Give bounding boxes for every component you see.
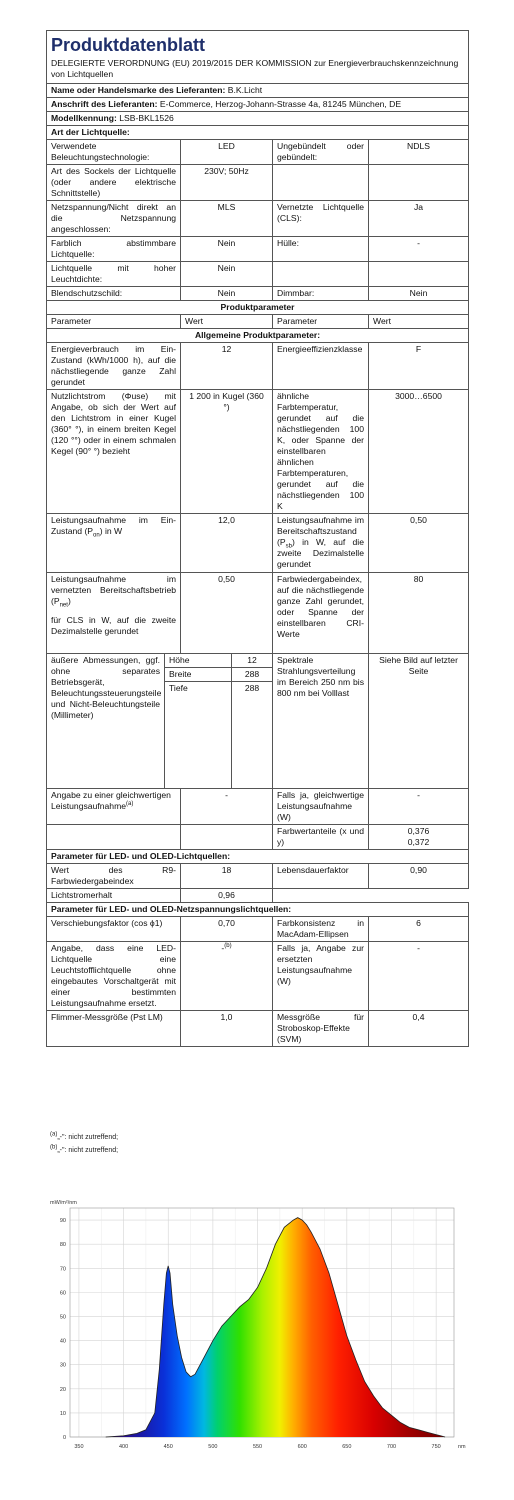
x-tick-label: 650 [342, 1444, 352, 1450]
page-title: Produktdatenblatt [51, 35, 206, 55]
footnotes [50, 1131, 118, 1157]
chart-x-ticks [74, 1444, 440, 1450]
empty-cell [47, 825, 181, 850]
chart-y-axis-label: mW/m²/nm [50, 1200, 77, 1206]
header-cell [47, 31, 469, 84]
y-tick-label: 80 [59, 1242, 66, 1249]
on-mode-energy-value: 12 [181, 343, 273, 390]
colour-consistency-value: 6 [369, 917, 469, 942]
dimensions-table [165, 654, 272, 788]
regulation-text: DELEGIERTE VERORDNUNG (EU) 2019/2015 DER KOMMISSION zur Energieverbrauchskennzeichnung von Lichtquellen [51, 58, 459, 79]
footnote-b [50, 1144, 118, 1157]
chromaticity-label: Farbwertanteile (x und y) [273, 825, 369, 850]
lightsource-label: Farblich abstimmbare Lichtquelle: [47, 237, 181, 262]
lightsource-label: Dimmbar: [273, 287, 369, 301]
lightsource-heading: Art der Lichtquelle: [47, 126, 469, 140]
spectrum-area [106, 1218, 445, 1437]
on-power-value: 12,0 [181, 514, 273, 573]
col-header-value: Wert [181, 315, 273, 329]
mains-params-heading: Parameter für LED- und OLED-Netzspannungslichtquellen: [47, 903, 469, 917]
empty-cell [273, 262, 369, 287]
lightsource-label: Verwendete Beleuchtungstechnologie: [47, 140, 181, 165]
network-standby-value: 0,50 [181, 573, 273, 654]
footnote-b-ref: (b) [224, 943, 232, 950]
survival-factor-label: Lebensdauerfaktor [273, 864, 369, 889]
network-standby-label [47, 573, 181, 654]
on-power-label [47, 514, 181, 573]
lightsource-label: Ungebündelt oder gebündelt: [273, 140, 369, 165]
model-row [47, 112, 469, 126]
retrofit-value [181, 942, 273, 1011]
y-tick-label: 40 [59, 1338, 66, 1345]
lightsource-value: Nein [369, 287, 469, 301]
equivalent-power-w-label: Falls ja, gleichwertige Leistungsaufnahme (W) [273, 789, 369, 825]
lightsource-label: Blendschutzschild: [47, 287, 181, 301]
dimensions-values [165, 654, 273, 789]
network-standby-subscript: net [59, 602, 68, 609]
lightsource-value: - [369, 237, 469, 262]
network-standby-label-suffix: ) [67, 596, 71, 606]
efficiency-class-label: Energieeffizienzklasse [273, 343, 369, 390]
x-tick-label: 500 [208, 1444, 218, 1450]
dimension-value: 288 [232, 668, 273, 682]
lightsource-label: Art des Sockels der Lichtquelle (oder andere elektrische Schnittstelle) [47, 165, 181, 201]
chromaticity-values [369, 825, 469, 850]
on-power-label-text: Leistungsaufnahme im Ein-Zustand (P [51, 515, 176, 536]
network-standby-label-text: Leistungsaufnahme im vernetzten Bereitschaftsbetrieb (P [51, 574, 176, 606]
y-tick-label: 30 [59, 1362, 66, 1369]
product-params-heading: Produktparameter [47, 301, 469, 315]
efficiency-class-value: F [369, 343, 469, 390]
dimensions-label: äußere Abmessungen, ggf. ohne separates Betriebsgerät, Beleuchtungssteuerungsteile und Nicht-Beleuchtungsteile (Millimeter) [47, 654, 165, 789]
equivalent-power-label [47, 789, 181, 825]
y-tick-label: 0 [62, 1435, 66, 1441]
standby-power-label-suffix: ) in W, auf die zweite Dezimalstelle gerundet [277, 537, 364, 569]
standby-power-label-text: Leistungsaufnahme im Bereitschaftszustand (P [277, 515, 364, 547]
y-tick-label: 70 [59, 1266, 66, 1273]
product-data-sheet [46, 30, 469, 1047]
displacement-factor-value: 0,70 [181, 917, 273, 942]
retrofit-label: Angabe, dass eine LED-Lichtquelle eine Leuchtstofflichtquelle ohne eingebautes Vorschaltgerät mit einer bestimmten Leistungsaufnahme ersetzt. [47, 942, 181, 1011]
dimension-value: 288 [244, 683, 260, 693]
retrofit-power-value: - [369, 942, 469, 1011]
empty-cell [369, 262, 469, 287]
general-params-heading: Allgemeine Produktparameter: [47, 329, 469, 343]
chart-y-ticks [60, 1218, 66, 1441]
footnote-a-ref: (a) [126, 801, 134, 808]
supplier-name-row [47, 84, 469, 98]
chromaticity-x: 0,376 [407, 826, 430, 836]
spectral-distribution-label: Spektrale Strahlungsverteilung im Bereich 250 nm bis 800 nm bei Volllast [273, 654, 369, 789]
lightsource-value: MLS [181, 201, 273, 237]
x-tick-label: 450 [163, 1444, 173, 1450]
x-tick-label: 350 [74, 1444, 84, 1450]
footnote-a-text: „-": nicht zutreffend; [57, 1134, 119, 1141]
model-value: LSB-BKL1526 [119, 113, 174, 123]
lightsource-label: Lichtquelle mit hoher Leuchtdichte: [47, 262, 181, 287]
displacement-factor-label: Verschiebungsfaktor (cos ϕ1) [47, 917, 181, 942]
colour-consistency-label: Farbkonsistenz in MacAdam-Ellipsen [273, 917, 369, 942]
equivalent-power-value: - [181, 789, 273, 825]
useful-flux-label: Nutzlichtstrom (Φuse) mit Angabe, ob sich der Wert auf den Lichtstrom in einer Kugel (360° °), in einem breiten Kegel (120 °°) oder in einem schmalen Kegel (90° °) bezieht [47, 390, 181, 514]
lightsource-value: 230V; 50Hz [181, 165, 273, 201]
flicker-label: Flimmer-Messgröße (Pst LM) [47, 1011, 181, 1047]
col-header-value: Wert [369, 315, 469, 329]
on-mode-energy-label: Energieverbrauch im Ein-Zustand (kWh/1000 h), auf die nächstliegende ganze Zahl gerundet [47, 343, 181, 390]
y-tick-label: 90 [59, 1218, 66, 1225]
empty-cell [273, 889, 469, 903]
supplier-name-label: Name oder Handelsmarke des Lieferanten: [51, 85, 226, 95]
lightsource-label: Vernetzte Lichtquelle (CLS): [273, 201, 369, 237]
flicker-value: 1,0 [181, 1011, 273, 1047]
footnote-b-text: „-": nicht zutreffend; [57, 1147, 119, 1154]
lumen-maintenance-value: 0,96 [181, 889, 273, 903]
survival-factor-value: 0,90 [369, 864, 469, 889]
footnote-a [50, 1131, 118, 1144]
lightsource-value: LED [181, 140, 273, 165]
x-tick-label: 750 [431, 1444, 441, 1450]
cct-value: 3000…6500 [369, 390, 469, 514]
supplier-address-value: E-Commerce, Herzog-Johann-Strasse 4a, 81245 München, DE [159, 99, 402, 109]
lightsource-value: Nein [181, 262, 273, 287]
x-tick-label: 600 [297, 1444, 307, 1450]
col-header-parameter: Parameter [47, 315, 181, 329]
col-header-parameter: Parameter [273, 315, 369, 329]
retrofit-power-label: Falls ja, Angabe zur ersetzten Leistungsaufnahme (W) [273, 942, 369, 1011]
cct-label: ähnliche Farbtemperatur, gerundet auf die nächstliegenden 100 K, oder Spanne der einstellbaren ähnlichen Farbtemperaturen, gerundet auf die nächstliegenden 100 K [273, 390, 369, 514]
standby-power-label [273, 514, 369, 573]
x-tick-label: 400 [118, 1444, 129, 1450]
on-power-subscript: on [93, 532, 100, 539]
r9-label: Wert des R9-Farbwiedergabeindex [47, 864, 181, 889]
y-tick-label: 60 [59, 1290, 66, 1297]
dimension-name: Tiefe [165, 682, 232, 789]
footnote-a-mark: (a) [50, 1131, 58, 1138]
lightsource-value: Ja [369, 201, 469, 237]
cri-label: Farbwiedergabeindex, auf die nächstliegende ganze Zahl gerundet, oder Spanne der einstellbaren CRI-Werte [273, 573, 369, 654]
on-power-label-suffix: ) in W [99, 526, 123, 536]
empty-cell [369, 165, 469, 201]
model-label: Modellkennung: [51, 113, 117, 123]
r9-value: 18 [181, 864, 273, 889]
useful-flux-value: 1 200 in Kugel (360 °) [181, 390, 273, 514]
stroboscopic-label: Messgröße für Stroboskop-Effekte (SVM) [273, 1011, 369, 1047]
y-tick-label: 20 [59, 1386, 66, 1393]
dimension-value: 12 [232, 654, 273, 668]
dimension-name: Breite [165, 668, 232, 682]
dimension-name: Höhe [165, 654, 232, 668]
spectral-distribution-value: Siehe Bild auf letzter Seite [369, 654, 469, 789]
equivalent-power-w-value: - [369, 789, 469, 825]
lightsource-value: Nein [181, 287, 273, 301]
retrofit-value-text: - [221, 943, 225, 953]
network-standby-label-note: für CLS in W, auf die zweite Dezimalstelle gerundet [51, 615, 176, 636]
supplier-address-row [47, 98, 469, 112]
y-tick-label: 50 [59, 1314, 66, 1321]
cri-value: 80 [369, 573, 469, 654]
y-tick-label: 10 [59, 1410, 66, 1417]
standby-power-subscript: sb [285, 543, 292, 550]
lightsource-label: Hülle: [273, 237, 369, 262]
supplier-address-label: Anschrift des Lieferanten: [51, 99, 158, 109]
equivalent-power-label-text: Angabe zu einer gleichwertigen Leistungsaufnahme [51, 790, 171, 811]
lightsource-label: Netzspannung/Nicht direkt an die Netzspannung angeschlossen: [47, 201, 181, 237]
supplier-name-value: B.K.Licht [227, 85, 263, 95]
x-tick-label: 550 [252, 1444, 263, 1450]
standby-power-value: 0,50 [369, 514, 469, 573]
empty-cell [181, 825, 273, 850]
chart-x-axis-label: nm [458, 1444, 466, 1450]
led-params-heading: Parameter für LED- und OLED-Lichtquellen: [47, 850, 469, 864]
x-tick-label: 700 [386, 1444, 397, 1450]
lumen-maintenance-label: Lichtstromerhalt [47, 889, 181, 903]
lightsource-value: NDLS [369, 140, 469, 165]
chromaticity-y: 0,372 [407, 837, 430, 847]
empty-cell [273, 165, 369, 201]
footnote-b-mark: (b) [50, 1144, 58, 1151]
stroboscopic-value: 0,4 [369, 1011, 469, 1047]
lightsource-value: Nein [181, 237, 273, 262]
spectrum-chart [48, 1196, 472, 1460]
